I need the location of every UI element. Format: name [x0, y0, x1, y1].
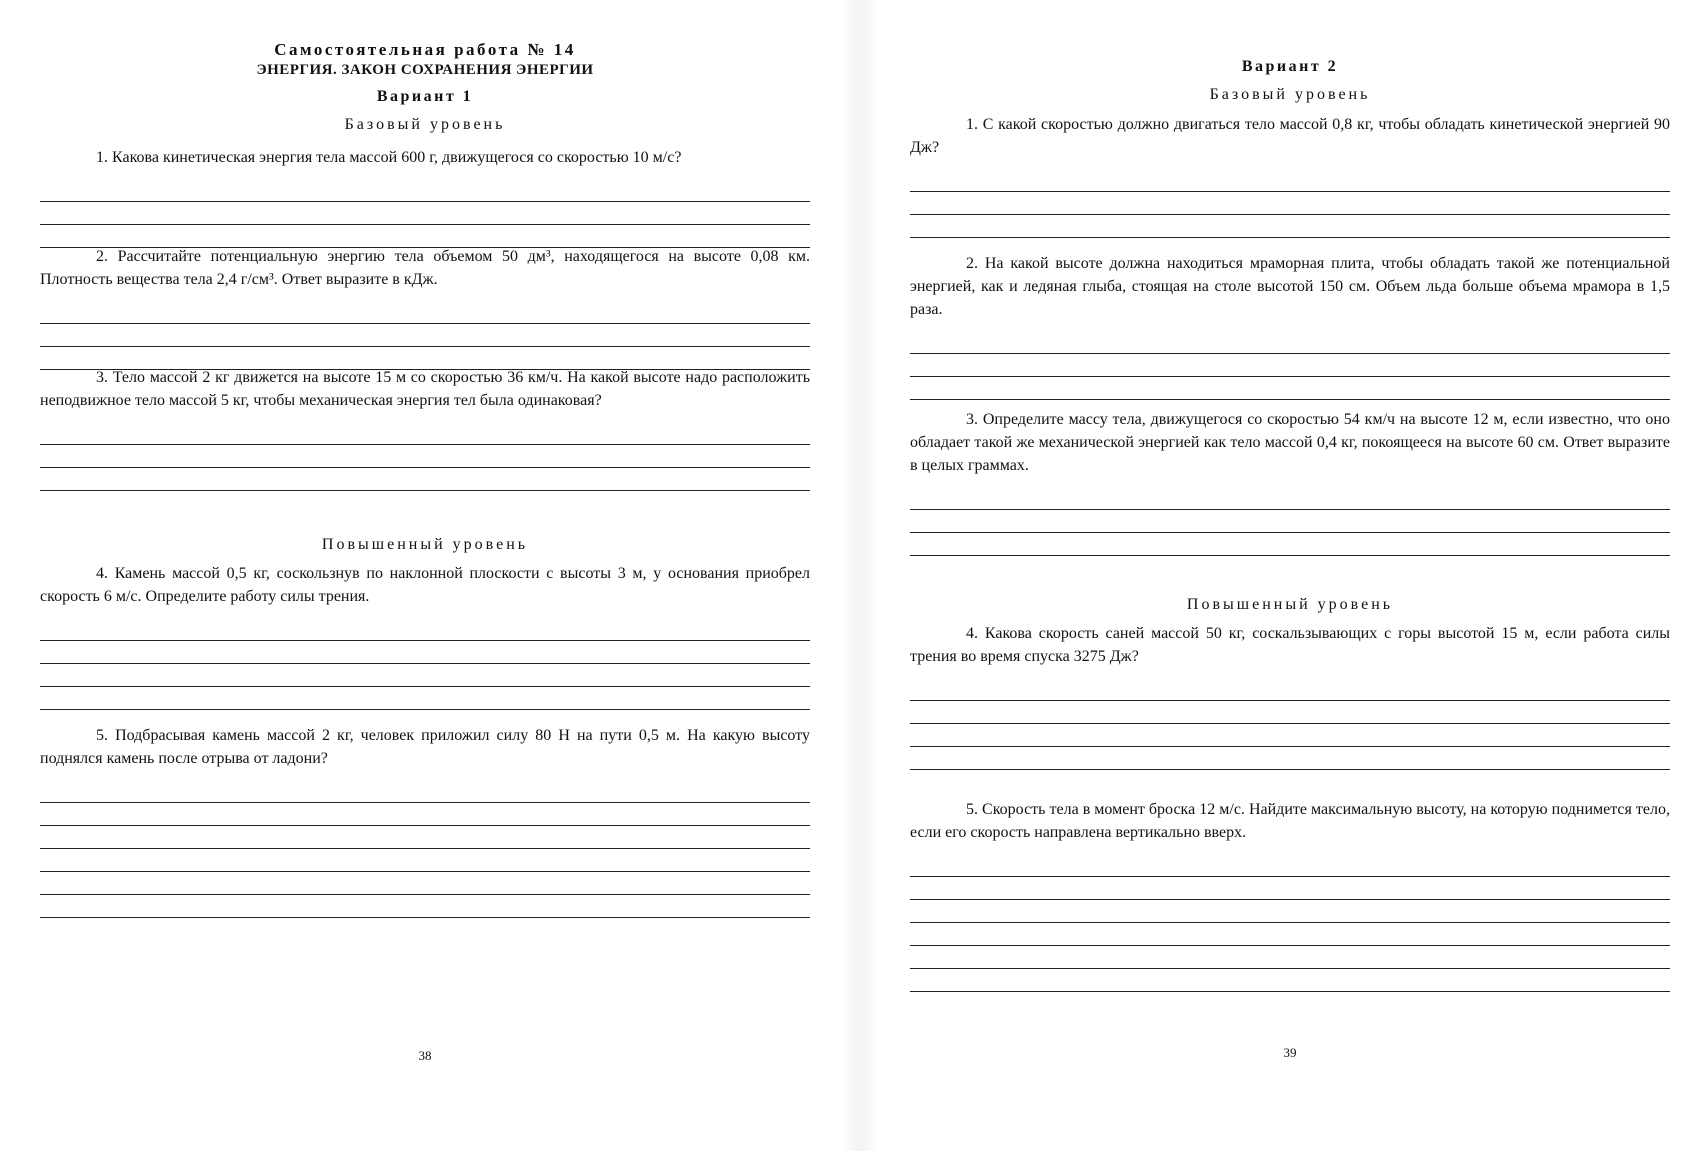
advanced-level-heading: Повышенный уровень	[1186, 596, 1394, 613]
task-block	[910, 252, 1670, 400]
answer-line[interactable]	[40, 826, 810, 849]
task-text: 2. На какой высоте должна находиться мраморная плита, чтобы обладать такой же потенциальной энергией, как и ледяная глыба, стоящая на столе высотой 150 см. Объем льда больше объема мрамора в 1,5 раза.	[910, 255, 1670, 318]
page-number: 38	[418, 1048, 432, 1063]
variant-2-heading: Вариант 2	[1241, 58, 1339, 75]
task-block	[910, 113, 1670, 238]
task-text: 4. Камень массой 0,5 кг, соскользнув по наклонной плоскости с высоты 3 м, у основания приобрел скорость 6 м/с. Определите работу силы трения.	[40, 565, 810, 605]
task-text: 3. Определите массу тела, движущегося со скоростью 54 км/ч на высоте 12 м, если известно, что оно обладает такой же механической энергией как тело массой 0,4 кг, покоящееся на высоте 60 см. Ответ выразите в целых граммах.	[910, 411, 1670, 474]
advanced-level-heading: Повышенный уровень	[321, 536, 529, 553]
answer-lines[interactable]	[40, 301, 810, 370]
answer-line[interactable]	[910, 331, 1670, 354]
task-block	[910, 798, 1670, 992]
answer-line[interactable]	[40, 301, 810, 324]
task-text: 1. Какова кинетическая энергия тела массой 600 г, движущегося со скоростью 10 м/с?	[96, 149, 682, 166]
answer-lines[interactable]	[910, 169, 1670, 238]
answer-line[interactable]	[910, 900, 1670, 923]
answer-line[interactable]	[910, 533, 1670, 556]
answer-line[interactable]	[40, 468, 810, 491]
left-page	[40, 0, 810, 1151]
answer-line[interactable]	[910, 510, 1670, 533]
answer-lines[interactable]	[910, 678, 1670, 770]
task-block	[40, 562, 810, 710]
variant-1-heading: Вариант 1	[376, 88, 474, 105]
task-text: 1. С какой скоростью должно двигаться тело массой 0,8 кг, чтобы обладать кинетической энергией 90 Дж?	[910, 116, 1670, 156]
answer-lines[interactable]	[40, 780, 810, 918]
right-page	[910, 0, 1670, 1151]
task-text: 5. Подбрасывая камень массой 2 кг, человек приложил силу 80 Н на пути 0,5 м. На какую высоту поднялся камень после отрыва от ладони?	[40, 727, 810, 767]
answer-line[interactable]	[40, 849, 810, 872]
answer-line[interactable]	[910, 747, 1670, 770]
answer-line[interactable]	[910, 377, 1670, 400]
answer-line[interactable]	[910, 487, 1670, 510]
work-subtitle: ЭНЕРГИЯ. ЗАКОН СОХРАНЕНИЯ ЭНЕРГИИ	[256, 62, 594, 78]
task-text: 5. Скорость тела в момент броска 12 м/с. Найдите максимальную высоту, на которую поднимется тело, если его скорость направлена вертикально вверх.	[910, 801, 1670, 841]
answer-line[interactable]	[40, 641, 810, 664]
answer-lines[interactable]	[910, 331, 1670, 400]
answer-lines[interactable]	[40, 618, 810, 710]
work-title: Самостоятельная работа № 14	[274, 40, 576, 59]
task-text: 4. Какова скорость саней массой 50 кг, соскальзывающих с горы высотой 15 м, если работа силы трения во время спуска 3275 Дж?	[910, 625, 1670, 665]
task-block	[910, 622, 1670, 770]
answer-line[interactable]	[40, 895, 810, 918]
answer-lines[interactable]	[910, 854, 1670, 992]
answer-line[interactable]	[910, 169, 1670, 192]
answer-line[interactable]	[40, 179, 810, 202]
task-text: 2. Рассчитайте потенциальную энергию тела объемом 50 дм³, находящегося на высоте 0,08 км. Плотность вещества тела 2,4 г/см³. Ответ выразите в кДж.	[40, 248, 810, 288]
task-block	[910, 408, 1670, 556]
answer-line[interactable]	[40, 664, 810, 687]
answer-line[interactable]	[40, 324, 810, 347]
task-block	[40, 724, 810, 918]
answer-line[interactable]	[910, 354, 1670, 377]
answer-line[interactable]	[910, 946, 1670, 969]
answer-line[interactable]	[40, 687, 810, 710]
task-block	[40, 366, 810, 491]
answer-line[interactable]	[40, 202, 810, 225]
book-gutter	[840, 0, 880, 1151]
task-block	[40, 245, 810, 370]
task-block	[40, 146, 810, 248]
answer-lines[interactable]	[910, 487, 1670, 556]
answer-line[interactable]	[40, 780, 810, 803]
answer-line[interactable]	[40, 872, 810, 895]
answer-line[interactable]	[910, 877, 1670, 900]
answer-line[interactable]	[910, 724, 1670, 747]
answer-line[interactable]	[910, 969, 1670, 992]
basic-level-heading: Базовый уровень	[344, 116, 506, 133]
task-text: 3. Тело массой 2 кг движется на высоте 15 м со скоростью 36 км/ч. На какой высоте надо расположить неподвижное тело массой 5 кг, чтобы механическая энергия тел была одинаковая?	[40, 369, 810, 409]
answer-lines[interactable]	[40, 422, 810, 491]
answer-line[interactable]	[910, 678, 1670, 701]
basic-level-heading: Базовый уровень	[1209, 86, 1371, 103]
answer-line[interactable]	[40, 618, 810, 641]
answer-line[interactable]	[910, 192, 1670, 215]
answer-line[interactable]	[910, 854, 1670, 877]
answer-line[interactable]	[40, 445, 810, 468]
answer-lines[interactable]	[40, 179, 810, 248]
page-number: 39	[1283, 1045, 1297, 1060]
answer-line[interactable]	[910, 701, 1670, 724]
answer-line[interactable]	[910, 923, 1670, 946]
answer-line[interactable]	[40, 803, 810, 826]
answer-line[interactable]	[40, 422, 810, 445]
answer-line[interactable]	[910, 215, 1670, 238]
